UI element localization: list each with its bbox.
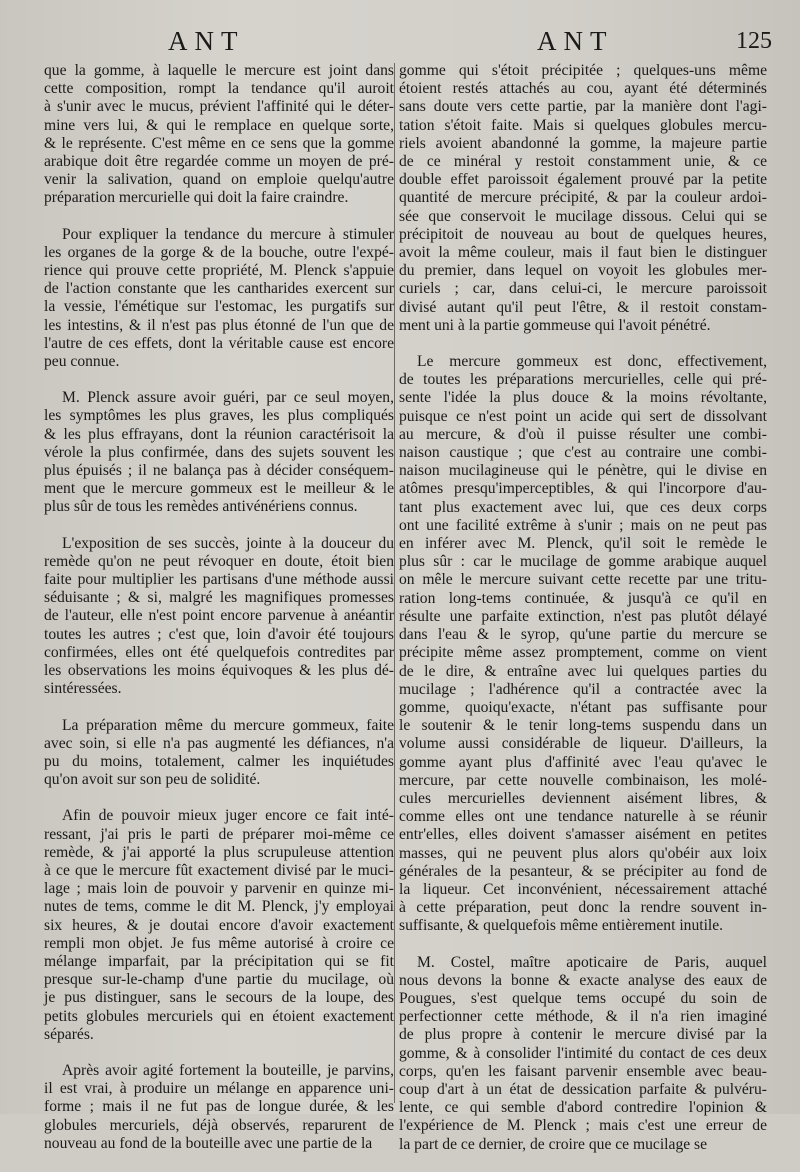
text-line: petits globules mercuriels qui en étoient exactement	[44, 1007, 394, 1025]
text-line: au mercure, & d'où il puisse résulter une combi-	[399, 425, 767, 443]
text-line: M. Plenck assure avoir guéri, par ce seul moyen,	[62, 389, 394, 407]
text-line: les observations les moins équivoques & les plus dé-	[44, 662, 394, 680]
text-line: à cette préparation, peut donc la rendre souvent in-	[399, 899, 767, 917]
text-line: La préparation même du mercure gommeux, faite	[62, 716, 394, 734]
text-line: de l'action constante que les cantharides exercent sur	[44, 280, 394, 298]
paragraph	[399, 954, 767, 1154]
text-line: sintéressées.	[44, 680, 122, 698]
right-column	[399, 62, 767, 1172]
text-line: de ce minéral y restoit constamment unie, & ce	[399, 153, 767, 171]
text-line: l'expérience de M. Plenck ; mais c'est une erreur de	[399, 1117, 767, 1135]
text-line: ont une facilité extrême à s'unir ; mais on ne peut pas	[399, 516, 767, 534]
text-line: Le mercure gommeux est donc, effectivement,	[417, 353, 767, 371]
text-line: riels avoient abandonné la gomme, la majeure partie	[399, 134, 767, 152]
text-line: avec soin, si elle n'a pas augmenté les défiances, n'a	[44, 734, 394, 752]
text-line: en inférer avec M. Plenck, qu'il soit le remède le	[399, 535, 767, 553]
text-line: faite pour multiplier les partisans d'une méthode aussi	[44, 571, 394, 589]
text-line: de le dire, & entraîne avec lui quelques parties du	[399, 662, 767, 680]
text-line: suffisante, & quelquefois même entièrement inutile.	[399, 917, 724, 935]
paragraph	[399, 353, 767, 936]
text-line: préparation mercurielle qui doit la faire craindre.	[44, 189, 349, 207]
text-line: quantité de mercure précipité, & par la couleur ardoi-	[399, 189, 767, 207]
text-line: lente, ce qui semble d'abord contredire l'opinion &	[399, 1099, 767, 1117]
text-line: à ce que le mercure fût exactement divisé par le muci-	[44, 861, 394, 879]
text-line: puisque ce n'est point un acide qui sert de dissolvant	[399, 407, 767, 425]
text-line: & le représente. C'est même en ce sens que la gomme	[44, 134, 394, 152]
text-line: de toutes les préparations mercurielles, celle qui pré-	[399, 371, 767, 389]
text-line: gomme qui s'étoit précipitée ; quelques-uns même	[399, 62, 767, 79]
text-line: précipite même assez promptement, comme on vient	[399, 644, 767, 662]
paragraph	[44, 226, 394, 372]
text-line: volume aussi considérable de liqueur. D'ailleurs, la	[399, 735, 767, 753]
text-line: l'autre de ces effets, dont la véritable cause est encore	[44, 334, 394, 352]
text-line: les intestins, & il n'est pas plus étonné de l'un que de	[44, 316, 394, 334]
text-line: pu du moins, totalement, calmer les inquiétudes	[44, 752, 394, 770]
text-line: séparés.	[44, 1025, 94, 1043]
text-line: plus épuisés ; il ne balança pas à décider conséquem-	[44, 462, 394, 480]
text-line: mine vers lui, & qui le remplace en quelque sorte,	[44, 116, 394, 134]
page-number: 125	[736, 28, 772, 54]
text-line: entr'elles, elles doivent s'amasser aisément en petites	[399, 826, 767, 844]
text-line: confirmées, elles ont été quelquefois contredites par	[44, 643, 394, 661]
text-line: coup d'art à un état de dessication parfaite & pulvéru-	[399, 1080, 767, 1098]
paragraph	[44, 717, 394, 790]
text-line: masses, qui ne peuvent plus alors qu'obéir aux loix	[399, 844, 767, 862]
text-line: mélange imparfait, par la précipitation qui se fit	[44, 952, 394, 970]
running-header	[0, 26, 800, 58]
text-line: corps, qu'en les faisant parvenir ensemble avec beau-	[399, 1062, 767, 1080]
text-line: globules mercuriels, déjà observés, reparurent de	[44, 1116, 394, 1134]
text-line: toutes les autres ; c'est que, loin d'avoir été toujours	[44, 625, 394, 643]
text-line: perfectionner cette méthode, & il n'a rien imaginé	[399, 1008, 767, 1026]
text-line: & les plus effrayans, dont la réunion caractérisoit la	[44, 425, 394, 443]
text-line: sente l'idée la plus douce & la moins révoltante,	[399, 389, 767, 407]
text-line: gomme, & à consolider l'intimité du contact de ces deux	[399, 1044, 767, 1062]
text-line: nouveau au fond de la bouteille avec une partie de la	[44, 1134, 373, 1152]
text-line: tant plus exactement avec lui, que ces deux corps	[399, 498, 767, 516]
text-line: du premier, dans lequel on voyoit les globules mer-	[399, 262, 767, 280]
text-line: cules mercurielles deviennent aisément libres, &	[399, 789, 767, 807]
text-line: venir la salivation, quand on emploie quelqu'autre	[44, 171, 394, 189]
text-line: ment que le mercure gommeux est le meilleur & le	[44, 480, 394, 498]
text-line: Pougues, s'est quelque tems occupé du soin de	[399, 989, 767, 1007]
paragraph	[44, 807, 394, 1044]
text-line: résulte une parfaite extinction, n'est pas plutôt délayé	[399, 607, 767, 625]
text-line: forme ; mais il ne fut pas de longue durée, & les	[44, 1098, 394, 1116]
text-line: L'exposition de ses succès, jointe à la douceur du	[62, 534, 394, 552]
paragraph	[44, 1062, 394, 1153]
text-line: comme elles ont une tendance naturelle à se réunir	[399, 808, 767, 826]
text-line: dans l'eau & le syrop, qu'une partie du mercure se	[399, 626, 767, 644]
text-line: ration long-tems continuée, & jusqu'à ce qu'il en	[399, 589, 767, 607]
left-column	[44, 62, 394, 1171]
text-line: rempli mon objet. Je fus même autorisé à croire ce	[44, 934, 394, 952]
text-line: cette composition, rompt la tendance qu'il auroit	[44, 80, 394, 98]
text-line: plus sûr : car le mucilage de gomme arabique auquel	[399, 553, 767, 571]
text-line: on mêle le mercure suivant cette recette par une tritu-	[399, 571, 767, 589]
text-line: générales de la pesanteur, & se précipiter au fond de	[399, 862, 767, 880]
text-line: mercure, par cette nouvelle combinaison, les molé-	[399, 771, 767, 789]
text-line: le soutenir & le tenir long-tems suspendu dans un	[399, 717, 767, 735]
text-line: séduisante ; & si, malgré les magnifiques promesses	[44, 589, 394, 607]
text-line: il est vrai, à produire un mélange en apparence uni-	[44, 1080, 394, 1098]
text-line: peu connue.	[44, 353, 120, 371]
text-line: vérole la plus confirmée, dans des sujets souvent les	[44, 443, 394, 461]
text-line: naison mucilagineuse qui le pénètre, qui le divise en	[399, 462, 767, 480]
text-line: ressant, j'ai pris le parti de préparer moi-même ce	[44, 825, 394, 843]
text-line: avoit la même couleur, mais il faut bien le distinguer	[399, 244, 767, 262]
text-line: remède, & j'ai apporté la plus scrupuleuse attention	[44, 843, 394, 861]
paragraph	[399, 62, 767, 335]
text-line: sée que conservoit le mucilage dissous. Celui qui se	[399, 207, 767, 225]
text-line: Pour expliquer la tendance du mercure à stimuler	[62, 225, 394, 243]
text-line: tation s'étoit faite. Mais si quelques globules mercu-	[399, 116, 767, 134]
text-line: la liqueur. Cet inconvénient, nécessairement attaché	[399, 880, 767, 898]
text-line: M. Costel, maître apoticaire de Paris, auquel	[417, 953, 767, 971]
text-line: Afin de pouvoir mieux juger encore ce fait inté-	[62, 807, 394, 825]
paragraph	[44, 389, 394, 516]
text-line: les organes de la gorge & de la bouche, outre l'expé-	[44, 243, 394, 261]
text-line: je pus distinguer, sans le secours de la loupe, des	[44, 989, 394, 1007]
text-line: de plus propre à contenir le mercure divisé par la	[399, 1026, 767, 1044]
text-line: de l'auteur, elle n'est point encore parvenue à anéantir	[44, 607, 394, 625]
text-line: Après avoir agité fortement la bouteille, je parvins,	[62, 1061, 394, 1079]
text-line: six heures, & je doutai encore d'avoir exactement	[44, 916, 394, 934]
text-line: arabique doit être regardée comme un moyen de pré-	[44, 153, 394, 171]
text-line: gomme ayant plus d'affinité avec l'eau qu'avec le	[399, 753, 767, 771]
text-line: presque sur-le-champ d'une partie du mucilage, où	[44, 971, 394, 989]
header-left-word: ANT	[168, 26, 245, 56]
text-line: naison caustique ; que c'est au contraire une combi-	[399, 444, 767, 462]
text-line: les symptômes les plus graves, les plus compliqués	[44, 407, 394, 425]
text-line: lage ; mais loin de pouvoir y parvenir en quinze mi-	[44, 880, 394, 898]
paragraph	[44, 535, 394, 699]
text-line: remède qu'on ne peut révoquer en doute, étoit bien	[44, 552, 394, 570]
text-line: curiels ; car, dans celui-ci, le mercure paroissoit	[399, 280, 767, 298]
paragraph	[44, 62, 394, 208]
text-line: nutes de tems, comme le dit M. Plenck, j'y employai	[44, 898, 394, 916]
text-line: à s'unir avec le mucus, prévient l'affinité qui le déter-	[44, 98, 394, 116]
header-right-word: ANT	[537, 26, 614, 56]
text-line: rience qui prouve cette propriété, M. Plenck s'appuie	[44, 262, 394, 280]
text-line: que la gomme, à laquelle le mercure est joint dans	[44, 62, 394, 79]
text-line: double effet paroissoit également prouvé par la petite	[399, 171, 767, 189]
text-line: divisé autant qu'il peut l'être, & il restoit constam-	[399, 298, 767, 316]
text-line: mucilage ; l'adhérence qu'il a contractée avec la	[399, 680, 767, 698]
text-line: précipitoit de nouveau au bout de quelques heures,	[399, 225, 767, 243]
text-line: étoient restés attachés au cou, ayant été déterminés	[399, 80, 767, 98]
text-line: atômes presqu'imperceptibles, & qui l'incorpore d'au-	[399, 480, 767, 498]
text-line: plus sûr de tous les remèdes antivénériens connus.	[44, 498, 358, 516]
text-line: ment uni à la partie gommeuse qui l'avoit pénétré.	[399, 316, 711, 334]
text-line: la vessie, l'émétique sur l'estomac, les purgatifs sur	[44, 298, 394, 316]
text-line: sans doute vers cette partie, par la manière dont l'agi-	[399, 98, 767, 116]
column-divider	[394, 63, 395, 1103]
text-line: nous devons la bonne & exacte analyse des eaux de	[399, 971, 767, 989]
text-line: gomme, quoiqu'exacte, n'étant pas suffisante pour	[399, 698, 767, 716]
text-line: la part de ce dernier, de croire que ce mucilage se	[399, 1135, 708, 1153]
text-line: qu'on avoit sur son peu de solidité.	[44, 771, 261, 789]
